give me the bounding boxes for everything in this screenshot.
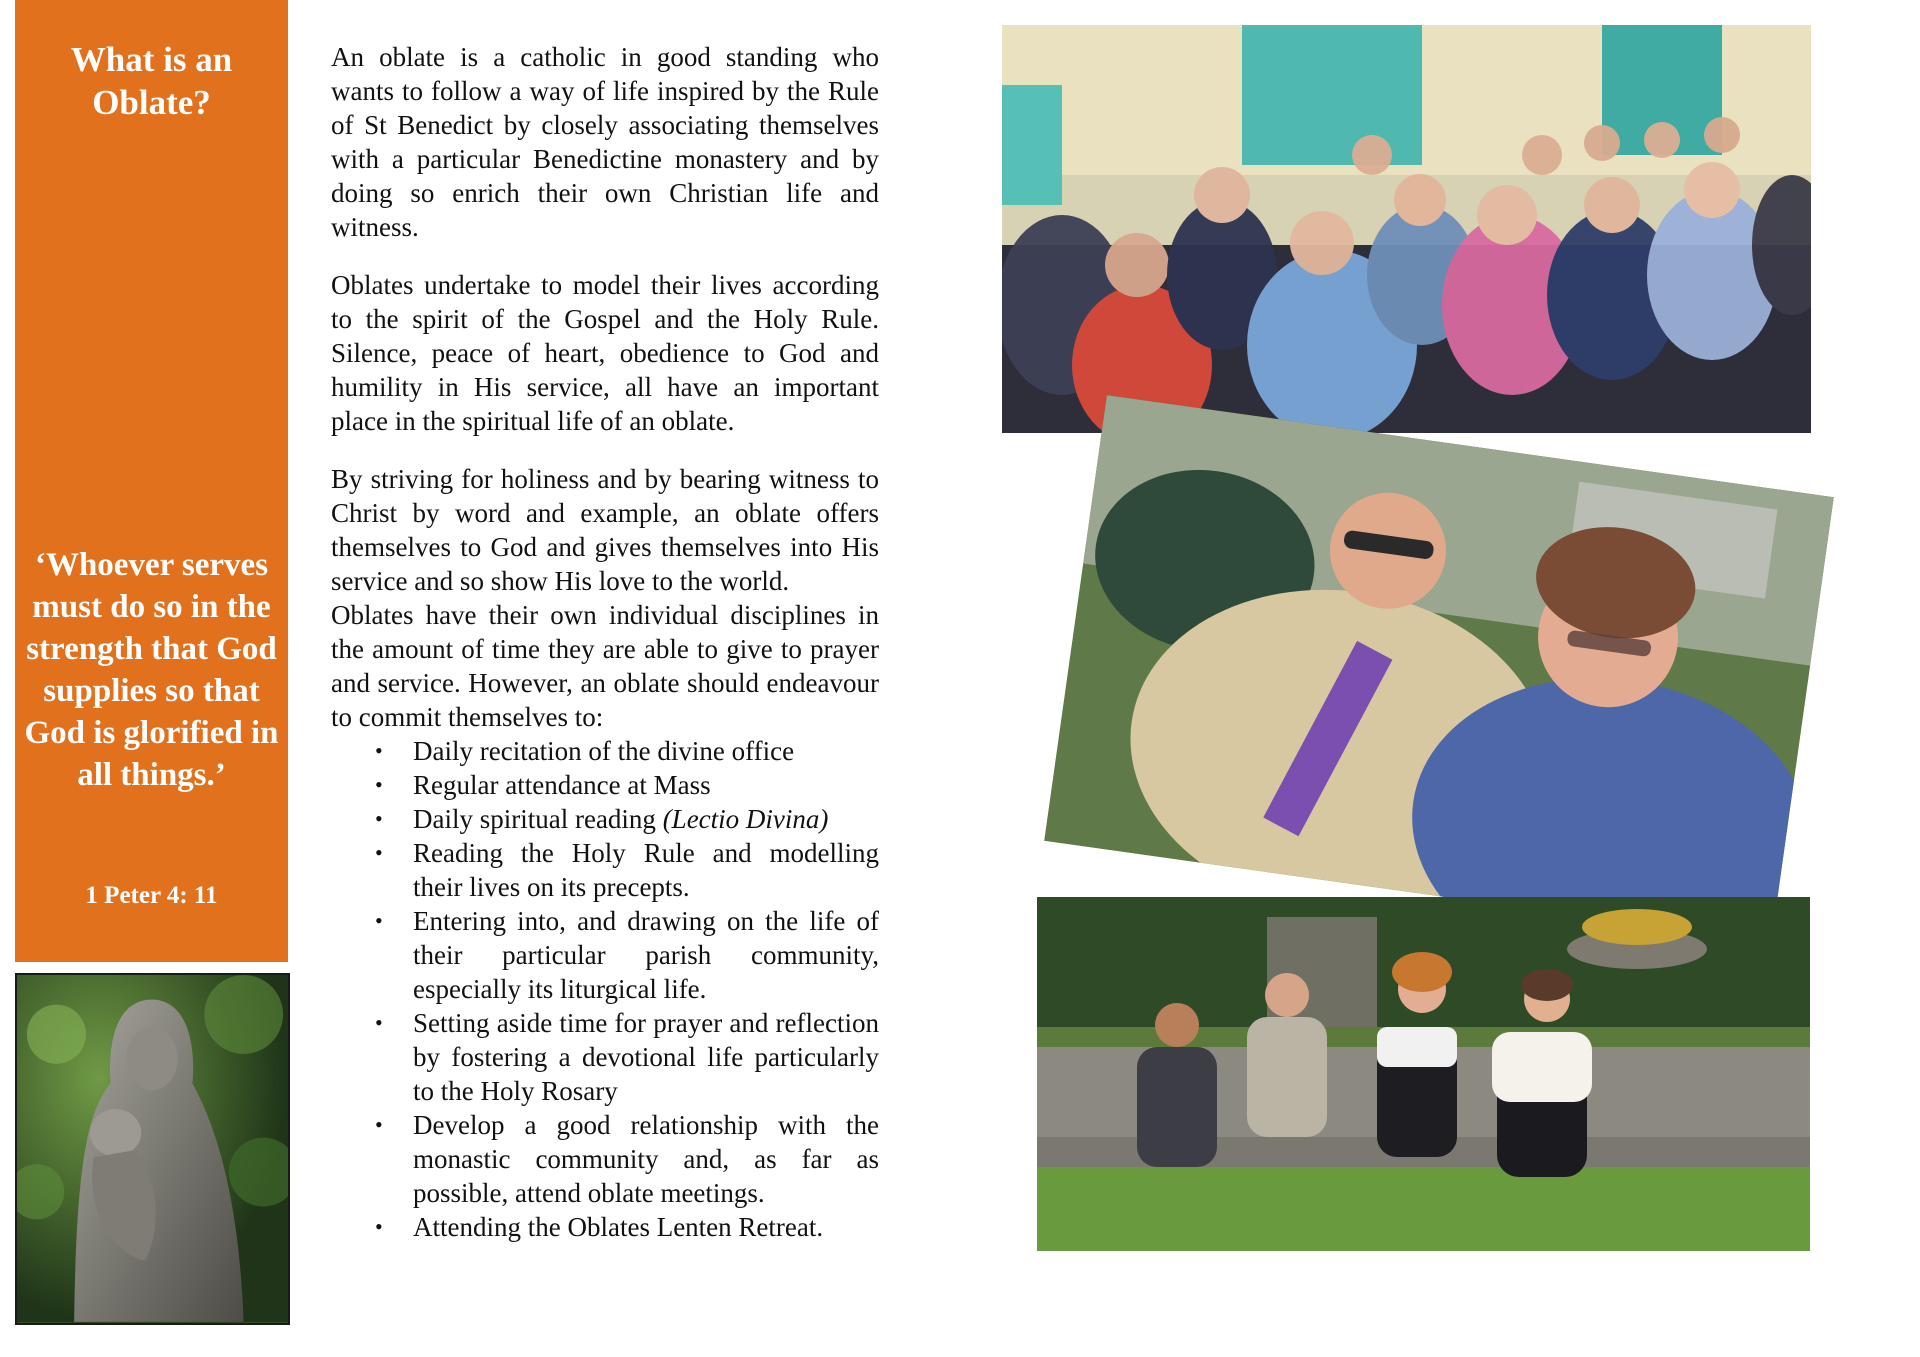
couple-image	[1044, 395, 1833, 943]
bullet-icon: •	[375, 1010, 383, 1035]
bullet-icon: •	[375, 772, 383, 797]
list-item: • Reading the Holy Rule and modelling their lives on its precepts.	[375, 838, 879, 902]
bullet-icon: •	[375, 908, 383, 933]
page-title: What is an Oblate?	[70, 40, 233, 122]
commitments-list	[331, 734, 879, 1244]
list-item: • Daily recitation of the divine office	[375, 736, 795, 766]
paragraph-gospel: Oblates undertake to model their lives according to the spirit of the Gospel and the Holy Rule. Silence, peace of heart, obedience to God and humility in His service, all have an important place in the spiritual life of an oblate.	[331, 270, 879, 436]
scripture-reference: 1 Peter 4: 11	[85, 882, 218, 909]
bullet-icon: •	[375, 1112, 383, 1137]
list-item: • Regular attendance at Mass	[375, 770, 711, 800]
list-item: • Attending the Oblates Lenten Retreat.	[375, 1212, 824, 1242]
article-body	[331, 40, 879, 1244]
list-item: • Develop a good relationship with the monastic community and, as far as possible, attend oblate meetings.	[375, 1110, 879, 1208]
paragraph-disciplines: Oblates have their own individual disciplines in the amount of time they are able to give to prayer and service. However, an oblate should endeavour to commit themselves to:	[331, 600, 879, 732]
madonna-statue-image	[17, 975, 288, 1322]
oblate-gathering-photo	[1002, 25, 1811, 433]
bullet-icon: •	[375, 738, 383, 763]
paragraph-holiness: By striving for holiness and by bearing witness to Christ by word and example, an oblate offers themselves to God and gives themselves into His service and so show His love to the world.	[331, 464, 879, 596]
scripture-quote: ‘Whoever serves must do so in the strength that God supplies so that God is glorified in all things.’	[24, 547, 279, 793]
list-item: • Entering into, and drawing on the life of their particular parish community, especially its liturgical life.	[375, 906, 879, 1004]
madonna-statue-photo	[15, 973, 290, 1325]
garden-steps-group-photo	[1037, 897, 1810, 1251]
bullet-icon: •	[375, 806, 383, 831]
group-image	[1037, 897, 1810, 1251]
bullet-icon: •	[375, 1214, 383, 1239]
list-item: • Setting aside time for prayer and reflection by fostering a devotional life particularly to the Holy Rosary	[375, 1008, 879, 1106]
bullet-icon: •	[375, 840, 383, 865]
list-item: • Daily spiritual reading (Lectio Divina)	[375, 804, 829, 834]
paragraph-definition: An oblate is a catholic in good standing who wants to follow a way of life inspired by the Rule of St Benedict by closely associating themselves with a particular Benedictine monastery and by doing so enrich their own Christian life and witness.	[331, 42, 879, 242]
laughing-couple-photo	[1044, 395, 1833, 943]
gathering-image	[1002, 25, 1811, 433]
sidebar-panel	[15, 0, 288, 962]
